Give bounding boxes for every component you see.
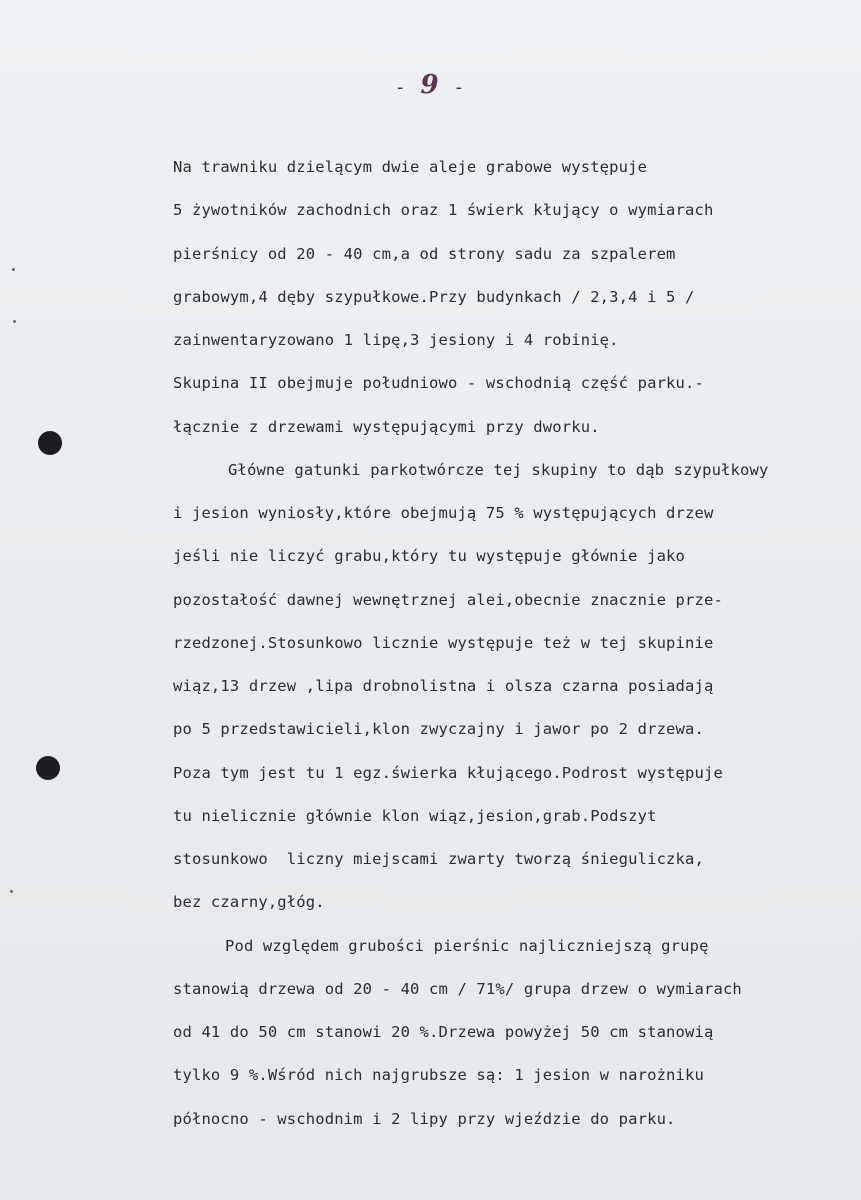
text-line: wiąz,13 drzew ,lipa drobnolistna i olsza czarna posiadają: [173, 677, 714, 695]
page-number-value: 9: [420, 70, 441, 100]
page-number-suffix: -: [440, 77, 467, 98]
text-line: łącznie z drzewami występującymi przy dworku.: [173, 418, 600, 436]
page-number: [0, 70, 861, 100]
paper-speck: [13, 320, 16, 323]
text-line: północno - wschodnim i 2 lipy przy wjeździe do parku.: [173, 1110, 676, 1128]
punch-hole: [36, 756, 60, 780]
paper-speck: [10, 890, 13, 893]
text-line: Poza tym jest tu 1 egz.świerka kłującego.Podrost występuje: [173, 764, 723, 782]
text-line: od 41 do 50 cm stanowi 20 %.Drzewa powyżej 50 cm stanowią: [173, 1023, 714, 1041]
text-line: i jesion wyniosły,które obejmują 75 % występujących drzew: [173, 504, 714, 522]
text-line: stosunkowo liczny miejscami zwarty tworzą śnieguliczka,: [173, 850, 704, 868]
punch-hole: [38, 431, 62, 455]
text-line: po 5 przedstawicieli,klon zwyczajny i jawor po 2 drzewa.: [173, 720, 704, 738]
text-line: Pod względem grubości pierśnic najliczniejszą grupę: [225, 937, 709, 955]
text-line: stanowią drzewa od 20 - 40 cm / 71%/ grupa drzew o wymiarach: [173, 980, 742, 998]
text-line: tu nielicznie głównie klon wiąz,jesion,grab.Podszyt: [173, 807, 657, 825]
text-line: 5 żywotników zachodnich oraz 1 świerk kłujący o wymiarach: [173, 201, 714, 219]
text-line: bez czarny,głóg.: [173, 893, 325, 911]
text-line: pierśnicy od 20 - 40 cm,a od strony sadu za szpalerem: [173, 245, 676, 263]
text-line: Główne gatunki parkotwórcze tej skupiny to dąb szypułkowy: [228, 461, 769, 479]
text-line: pozostałość dawnej wewnętrznej alei,obecnie znacznie prze-: [173, 591, 723, 609]
text-line: zainwentaryzowano 1 lipę,3 jesiony i 4 robinię.: [173, 331, 619, 349]
text-line: rzedzonej.Stosunkowo licznie występuje też w tej skupinie: [173, 634, 714, 652]
page-number-prefix: -: [394, 77, 421, 98]
text-line: tylko 9 %.Wśród nich najgrubsze są: 1 jesion w narożniku: [173, 1066, 704, 1084]
text-line: Na trawniku dzielącym dwie aleje grabowe występuje: [173, 158, 648, 176]
text-line: Skupina II obejmuje południowo - wschodnią część parku.-: [173, 374, 704, 392]
text-line: grabowym,4 dęby szypułkowe.Przy budynkach / 2,3,4 i 5 /: [173, 288, 695, 306]
text-line: jeśli nie liczyć grabu,który tu występuje głównie jako: [173, 547, 686, 565]
paper-speck: [12, 268, 15, 271]
